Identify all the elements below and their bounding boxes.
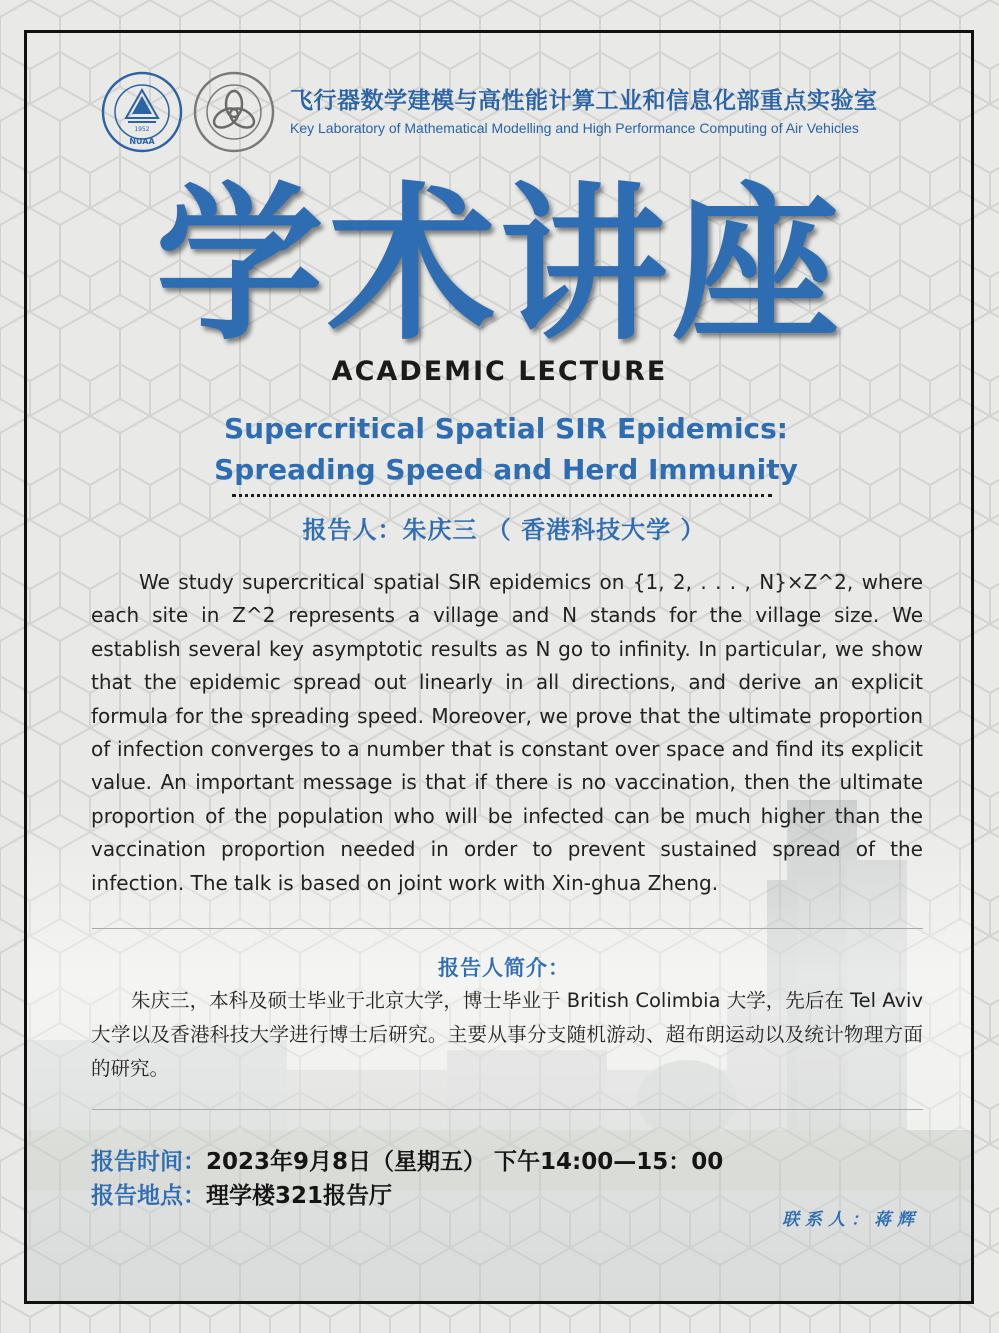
divider-line-lower: [92, 1109, 923, 1110]
nuaa-abbrev: NUAA: [129, 137, 155, 146]
dotted-divider: [232, 494, 772, 497]
poster-title-chinese: 学术讲座: [155, 167, 844, 363]
talk-title-line-1: Supercritical Spatial SIR Epidemics:: [223, 412, 789, 445]
lab-name-chinese: 飞行器数学建模与高性能计算工业和信息化部重点实验室: [290, 88, 878, 114]
schedule-place: [91, 1177, 392, 1210]
nuaa-logo: [103, 73, 181, 151]
speaker-line: 报告人：朱庆三 （ 香港科技大学 ）: [302, 516, 706, 544]
schedule-time: [91, 1143, 723, 1176]
contact-person: 联系人：蒋辉: [782, 1210, 920, 1230]
abstract-text: We study supercritical spatial SIR epidemics on {1, 2, . . . , N}×Z^2, where each site in Z^2 represents a village and N stands for the village size. We establish several key asymptotic results as N go to infinity. In particular, we show that the epidemic spread out linearly in all directions, and derive an explicit formula for the spreading speed. Moreover, we prove that the ultimate proportion of infection converges to a number that is constant over space and find its explicit value. An important message is that if there is no vaccination, then the ultimate proportion of the population who will be infected can be much higher than the vaccination proportion needed in order to prevent sustained spread of the infection. The talk is based on joint work with Xin-ghua Zheng.: [91, 570, 923, 895]
place-value: 理学楼321报告厅: [206, 1183, 393, 1209]
talk-title-line-2: Spreading Speed and Herd Immunity: [214, 453, 798, 486]
lab-name-english: Key Laboratory of Mathematical Modelling and High Performance Computing of Air Vehicles: [290, 120, 859, 136]
time-label: 报告时间：: [91, 1149, 206, 1175]
place-label: 报告地点：: [91, 1183, 206, 1209]
time-value: 2023年9月8日（星期五） 下午14:00—15：00: [206, 1149, 724, 1175]
lab-logo: [195, 73, 273, 151]
bio-text: 朱庆三，本科及硕士毕业于北京大学，博士毕业于 British Colimbia 大学，先后在 Tel Aviv 大学以及香港科技大学进行博士后研究。主要从事分支随机游动、超布朗运动以及统计物理方面的研究。: [91, 989, 923, 1080]
bio-heading: 报告人简介：: [438, 956, 570, 980]
talk-title: [0, 408, 999, 490]
poster-title-english: ACADEMIC LECTURE: [331, 356, 668, 387]
university-logos: [100, 70, 280, 154]
divider-line-upper: [92, 928, 923, 929]
nuaa-year: 1952: [134, 126, 150, 133]
